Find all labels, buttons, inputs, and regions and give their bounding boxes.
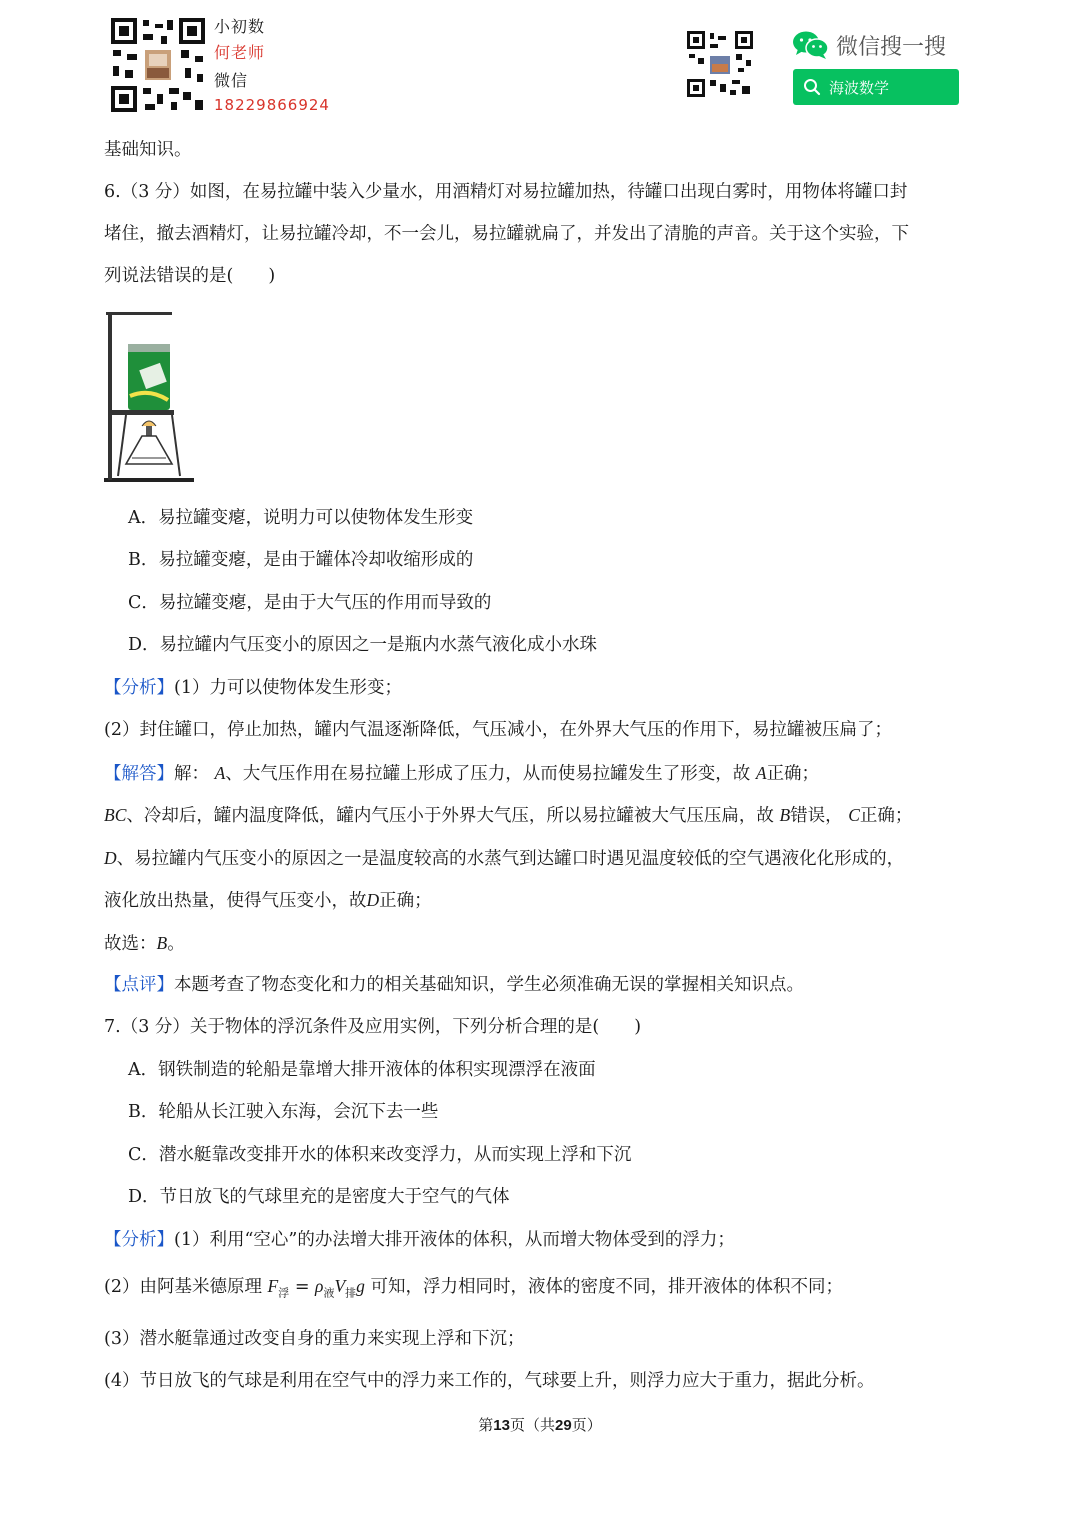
search-icon — [803, 78, 821, 96]
q6-analysis-1: 【分析】(1）力可以使物体发生形变； — [104, 678, 402, 698]
q6-option-c: C．易拉罐变瘪，是由于大气压的作用而导致的 — [128, 593, 492, 613]
intro-text: 基础知识。 — [104, 140, 192, 160]
contact-wechat-label: 微信 — [214, 71, 249, 90]
q6-comment: 【点评】本题考查了物态变化和力的相关基础知识，学生必须准确无误的掌握相关知识点。 — [104, 975, 804, 995]
comment-tag: 【点评】 — [104, 975, 174, 995]
q6-final-choice: 故选：B。 — [104, 933, 185, 954]
page-total: 29 — [555, 1417, 572, 1434]
analysis-tag: 【分析】 — [104, 678, 174, 698]
q7-stem: 7.（3 分）关于物体的浮沉条件及应用实例，下列分析合理的是( ) — [104, 1017, 642, 1037]
contact-phone: 18229866924 — [214, 96, 330, 114]
contact-teacher-name: 何老师 — [214, 43, 266, 62]
q7-analysis-3: (3）潜水艇靠通过改变自身的重力来实现上浮和下沉； — [104, 1329, 525, 1349]
can-apparatus-figure — [104, 308, 194, 490]
q7-option-a: A．钢铁制造的轮船是靠增大排开液体的体积实现漂浮在液面 — [128, 1060, 596, 1080]
q6-option-d: D．易拉罐内气压变小的原因之一是瓶内水蒸气液化成小水珠 — [128, 635, 598, 655]
q7-analysis-1: 【分析】(1）利用“空心”的办法增大排开液体的体积，从而增大物体受到的浮力； — [104, 1230, 735, 1250]
wechat-search-title: 微信搜一搜 — [836, 35, 947, 60]
page-number: 13 — [493, 1417, 510, 1434]
q7-option-d: D．节日放飞的气球里充的是密度大于空气的气体 — [128, 1187, 510, 1207]
q7-analysis-2: (2）由阿基米德原理 $F_浮 = \rho_液V_排g$ 可知，浮力相同时，液体的密度不同，排开液体的体积不同； — [104, 1276, 843, 1300]
wechat-icon — [792, 30, 830, 64]
search-button-label: 海波数学 — [829, 78, 890, 97]
wechat-qr-code-icon — [686, 30, 754, 98]
q6-answer-line-2: BC、冷却后，罐内温度降低，罐内气压小于外界大气压，所以易拉罐被大气压压扁，故 B错误， C正确； — [104, 805, 913, 826]
contact-line-1: 小初数 — [214, 17, 266, 36]
page-footer: 第13页（共29页） — [478, 1416, 602, 1434]
analysis-tag: 【分析】 — [104, 1230, 174, 1250]
q6-answer-line-4: 液化放出热量，使得气压变小，故D正确； — [104, 890, 432, 911]
wechat-search-button[interactable] — [793, 69, 959, 105]
q6-analysis-2: (2）封住罐口，停止加热，罐内气温逐渐降低，气压减小，在外界大气压的作用下，易拉罐被压扁了； — [104, 720, 892, 740]
q6-answer-line-1: 【解答】解： A、大气压作用在易拉罐上形成了压力，从而使易拉罐发生了形变，故 A正确； — [104, 763, 820, 784]
q7-analysis-4: (4）节日放飞的气球是利用在空气中的浮力来工作的，气球要上升，则浮力应大于重力，据此分析。 — [104, 1371, 875, 1391]
q7-option-b: B．轮船从长江驶入东海，会沉下去一些 — [128, 1102, 439, 1122]
contact-qr-code-icon — [109, 16, 207, 114]
q6-stem-line-1: 6.（3 分）如图，在易拉罐中装入少量水，用酒精灯对易拉罐加热，待罐口出现白雾时，用物体将罐口封 — [104, 182, 908, 202]
q6-option-a: A．易拉罐变瘪，说明力可以使物体发生形变 — [128, 508, 474, 528]
q6-stem-line-3: 列说法错误的是( ) — [104, 266, 276, 286]
q6-option-b: B．易拉罐变瘪，是由于罐体冷却收缩形成的 — [128, 550, 474, 570]
answer-tag: 【解答】 — [104, 764, 174, 784]
q6-answer-line-3: D、易拉罐内气压变小的原因之一是温度较高的水蒸气到达罐口时遇见温度较低的空气遇液化化形成的， — [104, 848, 905, 869]
q7-option-c: C．潜水艇靠改变排开水的体积来改变浮力，从而实现上浮和下沉 — [128, 1145, 632, 1165]
q6-stem-line-2: 堵住，撤去酒精灯，让易拉罐冷却，不一会儿，易拉罐就扁了，并发出了清脆的声音。关于这个实验，下 — [104, 224, 909, 244]
